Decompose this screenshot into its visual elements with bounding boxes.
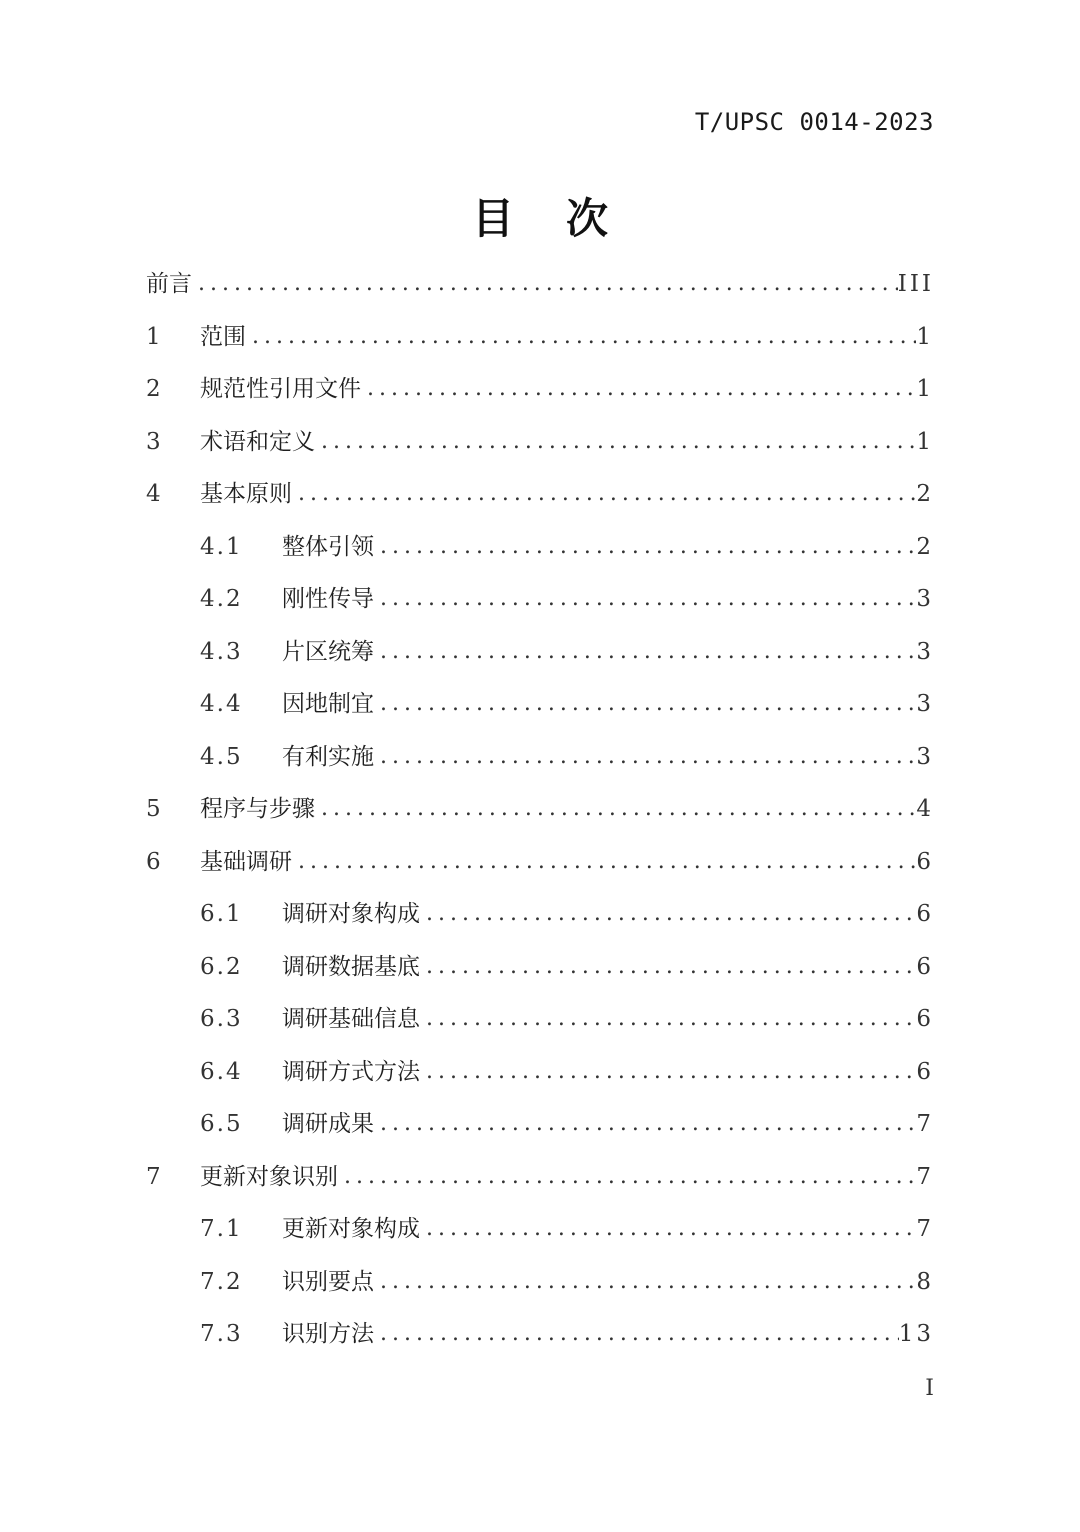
toc-entry-title: 刚性传导	[282, 586, 374, 612]
dot-leader	[292, 468, 916, 521]
toc-entry-6-4[interactable]	[146, 1046, 934, 1099]
toc-entry-page: 1	[916, 428, 934, 455]
toc-entry-title: 有利实施	[282, 743, 374, 770]
toc-entry-number: 4	[146, 481, 163, 507]
toc-entry-number: 6.5	[200, 1111, 243, 1137]
dot-leader	[374, 521, 916, 574]
toc-entry-foreword[interactable]	[146, 258, 934, 311]
toc-entry-page: 1	[916, 376, 934, 402]
dot-leader	[315, 416, 916, 469]
toc-entry-number: 6.3	[200, 1006, 243, 1032]
toc-entry-title: 识别要点	[282, 1268, 374, 1295]
toc-entry-title: 术语和定义	[200, 428, 315, 455]
toc-entry-page: 3	[916, 638, 934, 665]
toc-entry-number: 7.3	[200, 1321, 243, 1347]
toc-entry-page: 6	[916, 1006, 934, 1032]
toc-entry-7[interactable]	[146, 1151, 934, 1204]
toc-entry-title: 更新对象识别	[200, 1163, 338, 1190]
toc-entry-7-3[interactable]	[146, 1308, 934, 1361]
toc-entry-6-3[interactable]	[146, 993, 934, 1046]
dot-leader	[420, 888, 916, 941]
dot-leader	[361, 363, 916, 416]
toc-entry-title: 范围	[200, 323, 246, 350]
toc-entry-page: 7	[916, 1111, 934, 1137]
toc-entry-title: 前言	[146, 271, 192, 297]
page-number: I	[925, 1376, 934, 1401]
toc-entry-number: 6.2	[200, 953, 243, 980]
toc-entry-number: 6.1	[200, 901, 243, 927]
toc-entry-4-1[interactable]	[146, 521, 934, 574]
toc-entry-title: 调研数据基底	[282, 953, 420, 980]
toc-entry-page: 13	[898, 1321, 934, 1347]
dot-leader	[292, 836, 916, 889]
toc-entry-6-2[interactable]	[146, 941, 934, 994]
toc-entry-3[interactable]	[146, 416, 934, 469]
dot-leader	[420, 1203, 916, 1256]
toc-entry-number: 5	[146, 796, 163, 822]
toc-entry-5[interactable]	[146, 783, 934, 836]
toc-entry-title: 因地制宜	[282, 691, 374, 717]
dot-leader	[246, 311, 916, 364]
toc-entry-number: 4.4	[200, 691, 243, 717]
toc-entry-6-1[interactable]	[146, 888, 934, 941]
toc-entry-title: 调研成果	[282, 1111, 374, 1137]
toc-entry-title: 片区统筹	[282, 638, 374, 665]
dot-leader	[374, 1256, 916, 1309]
toc-entry-number: 4.1	[200, 533, 243, 560]
toc-entry-4-5[interactable]	[146, 731, 934, 784]
title-char-1: 目	[471, 194, 514, 243]
toc-entry-number: 7.1	[200, 1216, 243, 1242]
toc-entry-page: 8	[916, 1268, 934, 1295]
toc-entry-title: 整体引领	[282, 533, 374, 560]
toc-entry-1[interactable]	[146, 311, 934, 364]
toc-entry-number: 4.5	[200, 743, 243, 770]
dot-leader	[338, 1151, 916, 1204]
dot-leader	[192, 258, 898, 311]
dot-leader	[420, 993, 916, 1046]
toc-entry-7-1[interactable]	[146, 1203, 934, 1256]
toc-entry-6-5[interactable]	[146, 1098, 934, 1151]
toc-entry-number: 7.2	[200, 1268, 243, 1295]
toc-entry-page: 2	[916, 481, 934, 507]
toc-entry-4[interactable]	[146, 468, 934, 521]
toc-entry-number: 7	[146, 1163, 163, 1190]
toc-entry-title: 基本原则	[200, 481, 292, 507]
toc-entry-title: 调研基础信息	[282, 1006, 420, 1032]
toc-entry-number: 4.3	[200, 638, 243, 665]
dot-leader	[374, 1308, 899, 1361]
dot-leader	[374, 731, 916, 784]
toc-entry-page: 4	[916, 796, 934, 822]
toc-entry-4-2[interactable]	[146, 573, 934, 626]
toc-entry-page: 3	[916, 743, 934, 770]
dot-leader	[374, 626, 916, 679]
toc-entry-page: 6	[916, 953, 934, 980]
toc-entry-number: 1	[146, 323, 163, 350]
toc-entry-7-2[interactable]	[146, 1256, 934, 1309]
table-of-contents	[146, 258, 934, 1361]
toc-entry-page: 6	[916, 848, 934, 875]
toc-entry-title: 更新对象构成	[282, 1216, 420, 1242]
page-title	[0, 186, 1080, 246]
toc-entry-page: 6	[916, 1058, 934, 1085]
toc-entry-title: 基础调研	[200, 848, 292, 875]
toc-entry-page: 7	[916, 1163, 934, 1190]
toc-entry-title: 调研方式方法	[282, 1058, 420, 1085]
toc-entry-title: 程序与步骤	[200, 796, 315, 822]
toc-entry-4-4[interactable]	[146, 678, 934, 731]
toc-entry-page: 1	[916, 323, 934, 350]
dot-leader	[420, 941, 916, 994]
toc-entry-page: III	[897, 271, 934, 297]
toc-entry-4-3[interactable]	[146, 626, 934, 679]
dot-leader	[315, 783, 916, 836]
toc-entry-title: 调研对象构成	[282, 901, 420, 927]
dot-leader	[374, 678, 916, 731]
document-code: T/UPSC 0014-2023	[694, 108, 934, 136]
toc-entry-page: 6	[916, 901, 934, 927]
title-char-2: 次	[566, 194, 609, 243]
toc-entry-page: 3	[916, 586, 934, 612]
dot-leader	[420, 1046, 916, 1099]
toc-entry-title: 规范性引用文件	[200, 376, 361, 402]
toc-entry-number: 3	[146, 428, 163, 455]
dot-leader	[374, 573, 916, 626]
toc-entry-title: 识别方法	[282, 1321, 374, 1347]
toc-entry-page: 3	[916, 691, 934, 717]
toc-entry-2[interactable]	[146, 363, 934, 416]
toc-entry-number: 6	[146, 848, 163, 875]
toc-entry-6[interactable]	[146, 836, 934, 889]
toc-entry-page: 2	[916, 533, 934, 560]
toc-entry-number: 2	[146, 376, 163, 402]
toc-entry-page: 7	[916, 1216, 934, 1242]
dot-leader	[374, 1098, 916, 1151]
toc-entry-number: 6.4	[200, 1058, 243, 1085]
toc-entry-number: 4.2	[200, 586, 243, 612]
